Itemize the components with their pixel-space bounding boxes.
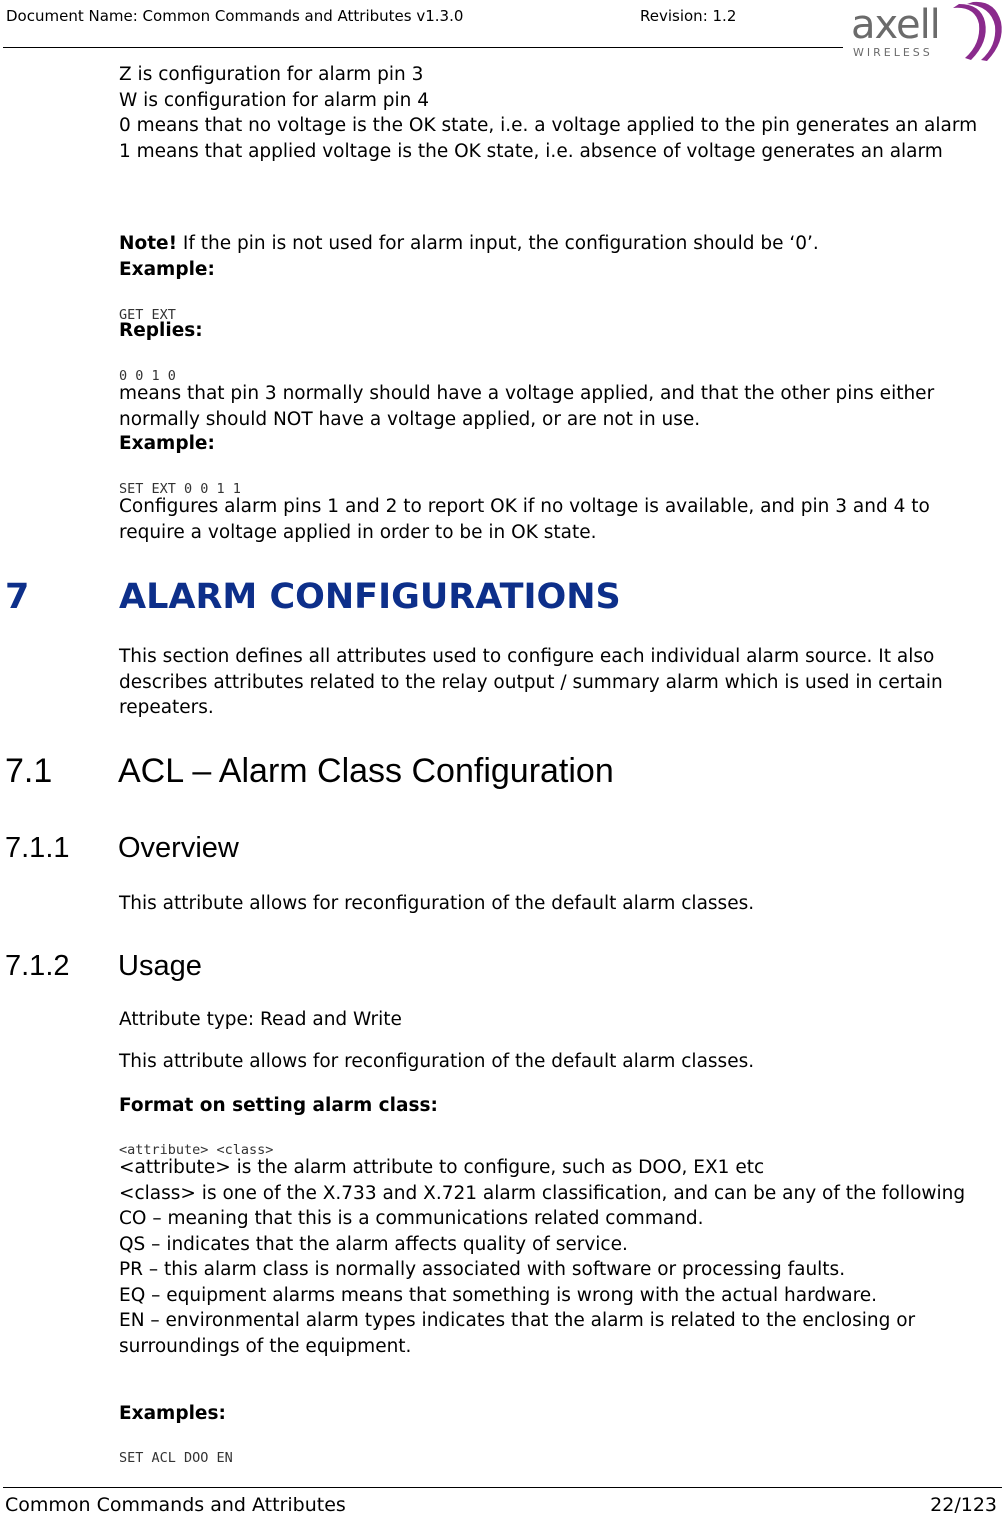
intro-line: W is configuration for alarm pin 4	[119, 89, 430, 111]
example-code: GET EXT	[119, 306, 176, 323]
section-number: 7.1.2	[5, 950, 70, 982]
logo-swoosh-icon	[945, 0, 1005, 62]
section-heading-7-1-2	[5, 950, 202, 983]
intro-lines	[119, 62, 999, 164]
revision: Revision: 1.2	[640, 7, 737, 25]
intro-line: 0 means that no voltage is the OK state, i.e. a voltage applied to the pin generates an alarm	[119, 115, 978, 136]
section-title: Usage	[118, 950, 202, 982]
document-name: Document Name: Common Commands and Attributes v1.3.0	[6, 7, 464, 25]
note	[119, 231, 999, 257]
description-line: QS – indicates that the alarm affects quality of service.	[119, 1233, 628, 1255]
examples-label: Examples:	[119, 1403, 226, 1424]
logo-wordmark: axell	[851, 2, 940, 48]
description-line: EQ – equipment alarms means that something is wrong with the actual hardware.	[119, 1284, 878, 1306]
section-number: 7.1	[5, 752, 53, 790]
description-line: <class> is one of the X.733 and X.721 alarm classification, and can be any of the following	[119, 1182, 966, 1204]
description-line: EN – environmental alarm types indicates that the alarm is related to the enclosing or surroundings of the equipment.	[119, 1310, 916, 1357]
intro-line: Z is configuration for alarm pin 3	[119, 64, 424, 85]
class-description-lines	[119, 1155, 999, 1359]
attribute-type: Attribute type: Read and Write	[119, 1009, 402, 1030]
intro-line: 1 means that applied voltage is the OK state, i.e. absence of voltage generates an alarm	[119, 140, 943, 162]
replies-code: 0 0 1 0	[119, 367, 176, 384]
section-heading-7	[5, 577, 621, 617]
example-code: SET EXT 0 0 1 1	[119, 480, 241, 497]
example-label: Example:	[119, 259, 215, 280]
description-line: PR – this alarm class is normally associated with software or processing faults.	[119, 1259, 846, 1280]
header-rule	[3, 47, 843, 48]
page-header	[0, 0, 1005, 70]
note-text: If the pin is not used for alarm input, the configuration should be ‘0’.	[177, 233, 819, 254]
section-number: 7	[5, 577, 30, 617]
replies-text: means that pin 3 normally should have a voltage applied, and that the other pins either normally should NOT have a voltage applied, or are not in use.	[119, 383, 935, 430]
section-number: 7.1.1	[5, 832, 70, 864]
section-text: This section defines all attributes used to configure each individual alarm source. It also describes attributes related to the relay output / summary alarm which is used in certain repeaters.	[119, 646, 943, 718]
example-label: Example:	[119, 433, 215, 454]
format-label: Format on setting alarm class:	[119, 1095, 438, 1116]
footer-rule	[3, 1487, 1002, 1488]
replies-label: Replies:	[119, 320, 203, 341]
section-title: ALARM CONFIGURATIONS	[119, 577, 621, 617]
note-label: Note!	[119, 233, 178, 254]
format-code: <attribute> <class>	[119, 1141, 274, 1158]
description-line: <attribute> is the alarm attribute to configure, such as DOO, EX1 etc	[119, 1157, 765, 1178]
logo-subtitle: WIRELESS	[853, 46, 933, 59]
section-heading-7-1-1	[5, 832, 239, 865]
examples-code: SET ACL DOO EN	[119, 1449, 233, 1466]
section-text: This attribute allows for reconfiguration of the default alarm classes.	[119, 893, 755, 914]
section-title: Overview	[118, 832, 239, 864]
page-number: 22/123	[930, 1494, 997, 1516]
section-text: This attribute allows for reconfiguration of the default alarm classes.	[119, 1051, 755, 1072]
footer-title: Common Commands and Attributes	[5, 1494, 346, 1516]
axell-logo	[845, 0, 1005, 68]
section-title: ACL – Alarm Class Configuration	[118, 752, 614, 790]
section-heading-7-1	[5, 752, 614, 791]
description-line: CO – meaning that this is a communications related command.	[119, 1208, 704, 1229]
example-text: Configures alarm pins 1 and 2 to report OK if no voltage is available, and pin 3 and 4 to require a voltage applied in order to be in OK state.	[119, 496, 930, 543]
